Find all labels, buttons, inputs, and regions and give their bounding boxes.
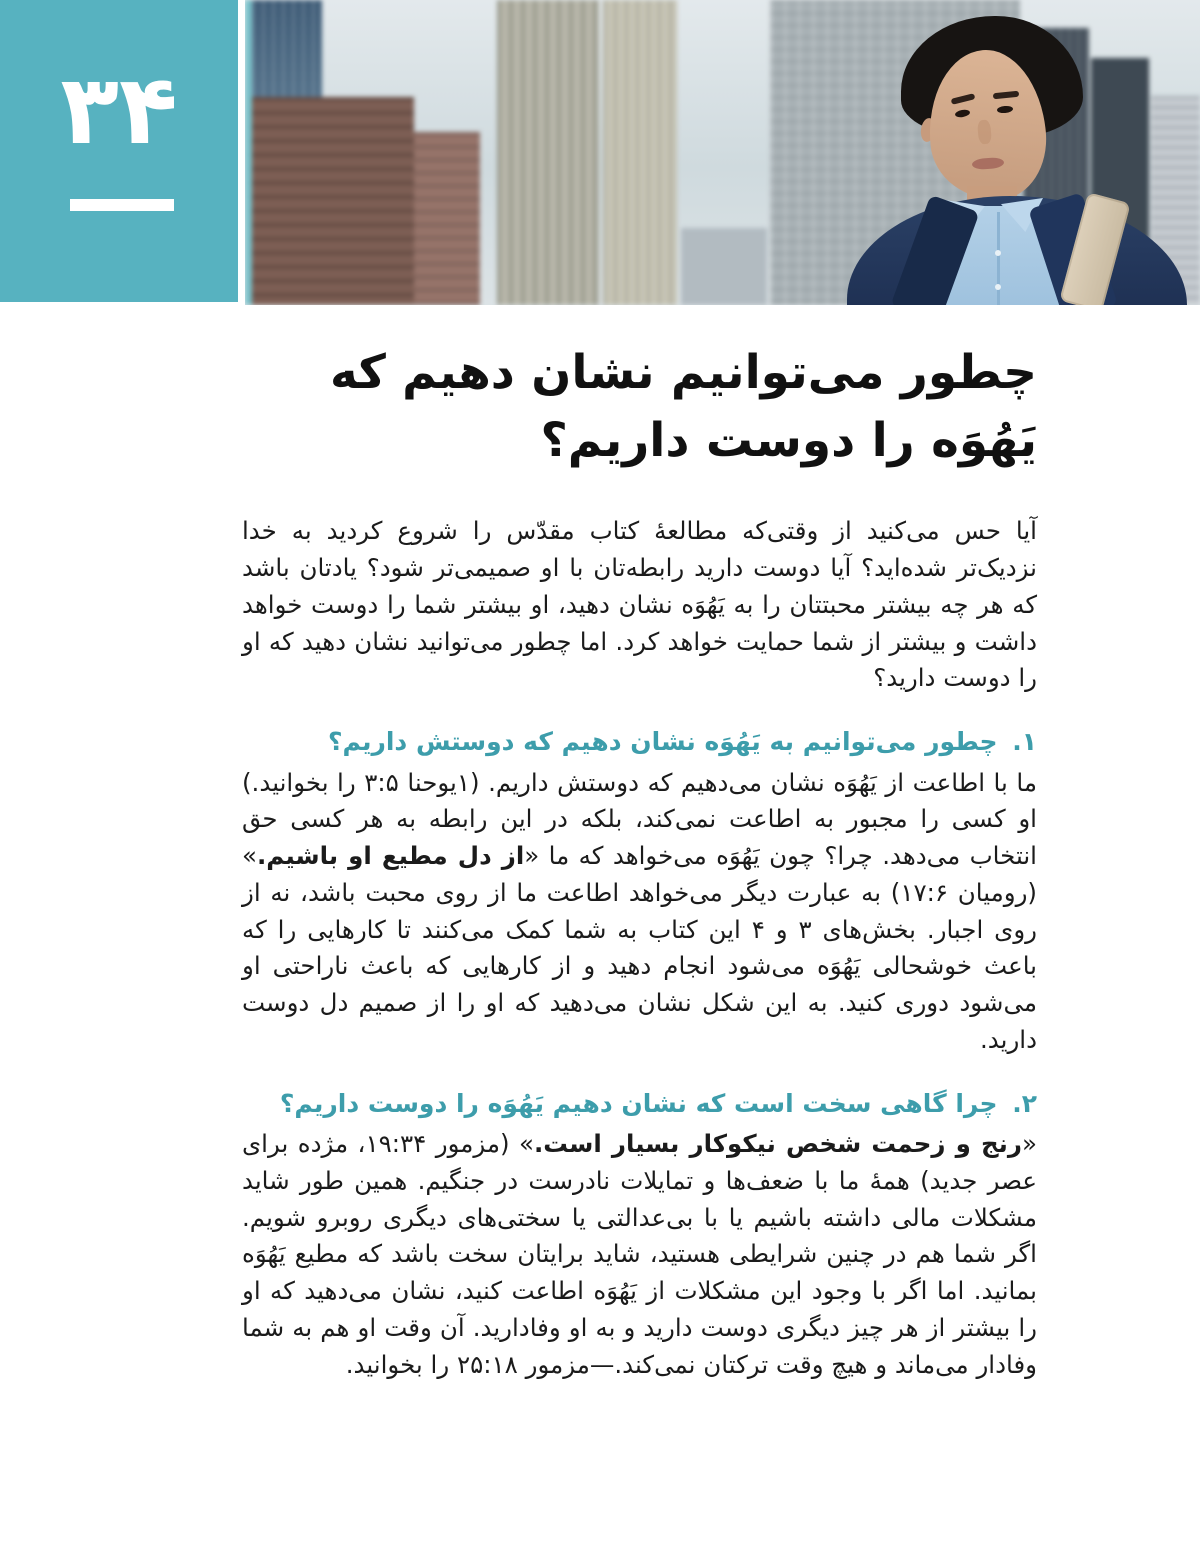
section-2-paragraph	[242, 1126, 1037, 1383]
section-1-heading	[242, 723, 1037, 761]
section-1-text-bold: از دل مطیع او باشیم.	[257, 841, 525, 871]
section-2-heading	[242, 1085, 1037, 1123]
article-title-line1: چطور می‌توانیم نشان دهیم که	[329, 345, 1037, 400]
intro-paragraph: آیا حس می‌کنید از وقتی‌که مطالعهٔ کتاب مقدّس را شروع کردید به خدا نزدیک‌تر شده‌اید؟ آیا دوست دارید رابطه‌تان با او صمیمی‌تر شود؟ یادتان باشد که هر چه بیشتر محبتتان را به یَهُوَه نشان دهید، او بیشتر شما را دوست خواهد داشت و بیشتر از شما حمایت خواهد کرد. اما چطور می‌توانید نشان دهید که او را دوست دارید؟	[242, 516, 1037, 693]
section-1-number: ۱.	[1012, 727, 1037, 757]
section-2-number: ۲.	[1012, 1088, 1037, 1118]
section-1-paragraph	[242, 765, 1037, 1059]
article-title	[242, 339, 1037, 475]
section-2	[242, 1085, 1037, 1384]
section-2-text-pre: «	[1021, 1129, 1037, 1159]
section-1-text-pre: ما با اطاعت از یَهُوَه نشان می‌دهیم که دوستش داریم. (۱یوحنا ۳:۵ را بخوانید.) او کسی را مجبور به اطاعت نمی‌کند، بلکه در این رابطه به هر کسی حق انتخاب می‌دهد. چرا؟ چون یَهُوَه می‌خواهد که ما «	[242, 767, 1037, 871]
section-1	[242, 723, 1037, 1059]
section-2-heading-text: چرا گاهی سخت است که نشان دهیم یَهُوَه را دوست داریم؟	[279, 1088, 998, 1118]
lesson-number-underline	[70, 199, 174, 211]
section-1-heading-text: چطور می‌توانیم به یَهُوَه نشان دهیم که دوستش داریم؟	[327, 727, 998, 757]
article-content	[242, 305, 1037, 1383]
man-shirt-button	[995, 250, 1001, 256]
section-2-text-bold: رنج و زحمت شخص نیکوکار بسیار است.	[534, 1129, 1022, 1159]
article-title-line2: یَهُوَه را دوست داریم؟	[540, 413, 1037, 469]
man-figure	[245, 0, 1200, 305]
man-shirt-placket	[997, 212, 1000, 305]
section-2-text-post: » (مزمور ۱۹:۳۴، مژده برای عصر جدید) همهٔ ما با ضعف‌ها و تمایلات نادرست در جنگیم. همین طور شاید مشکلات مالی داشته باشیم یا با بی‌عدالتی یا سختی‌های دیگری روبرو شویم. اگر شما هم در چنین شرایطی هستید، شاید برایتان سخت باشد که مطیع یَهُوَه بمانید. اما اگر با وجود این مشکلات از یَهُوَه اطاعت کنید، نشان می‌دهید که او را بیشتر از هر چیز دیگری دوست دارید و به او وفادارید. آن وقت او هم به شما وفادار می‌ماند و هیچ وقت ترکتان نمی‌کند.—مزمور ۲۵:۱۸ را بخوانید.	[242, 1129, 1037, 1379]
man-shirt-button	[995, 284, 1001, 290]
lesson-number: ۳۴	[60, 54, 178, 166]
section-1-text-post: » (رومیان ۱۷:۶) به عبارت دیگر می‌خواهد اطاعت ما از روی محبت باشد، نه از روی اجبار. بخش‌های ۳ و ۴ این کتاب به شما کمک می‌کنند تا کارهایی را که باعث خوشحالی یَهُوَه می‌شود انجام دهید و از کارهایی که باعث ناراحتی او می‌شود دوری کنید. به این شکل نشان می‌دهید که او را از صمیم دل دوست دارید.	[242, 841, 1037, 1054]
lesson-number-badge	[0, 0, 238, 302]
hero-photo	[245, 0, 1200, 305]
